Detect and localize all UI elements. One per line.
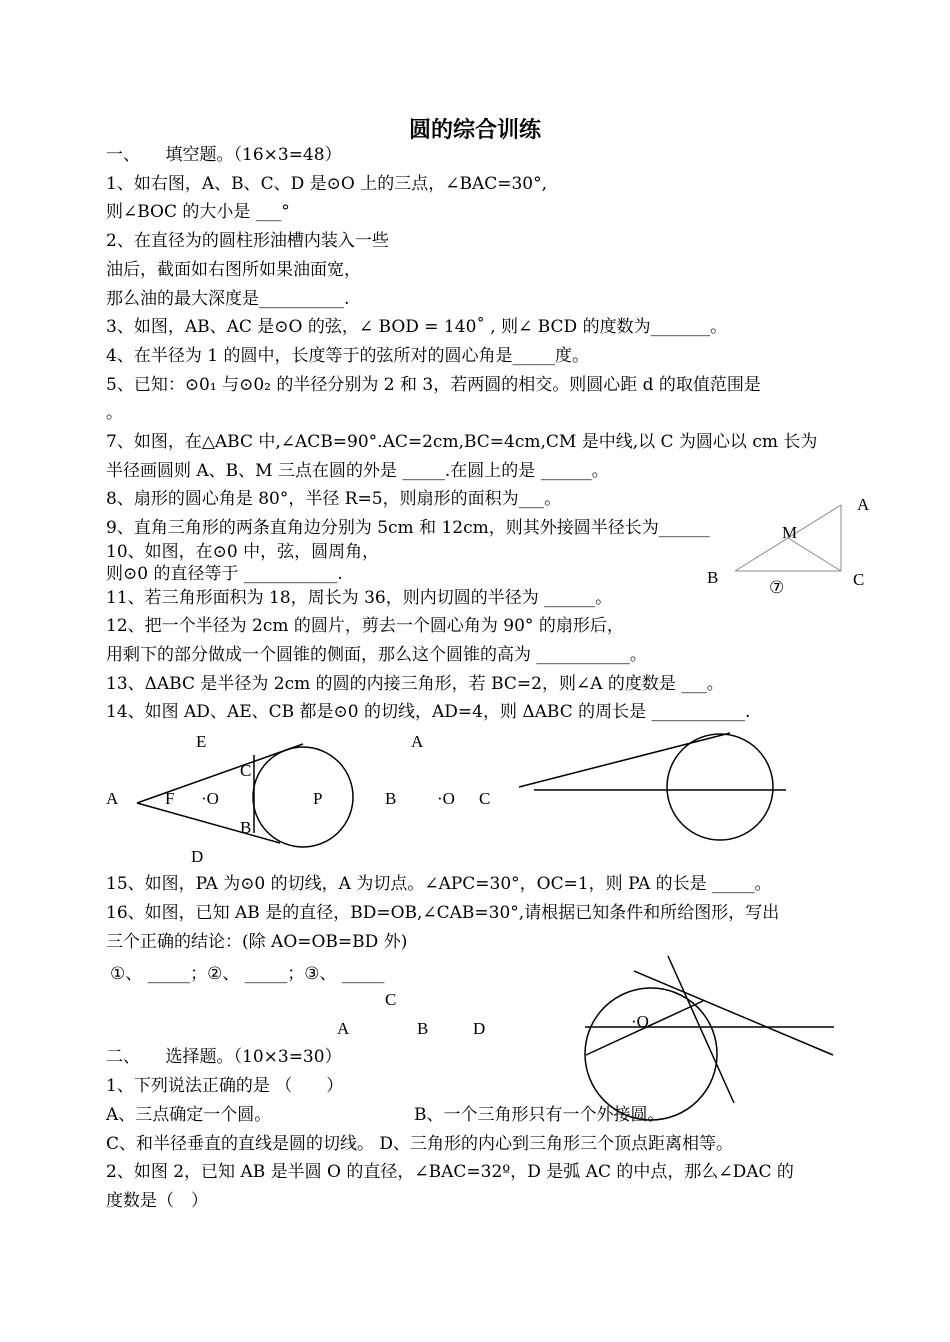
fig14-label-e: E [196, 732, 207, 751]
tri-label-b: B [707, 568, 719, 587]
fig15-label-o: ·O [437, 789, 455, 808]
question-12-line-2: 用剩下的部分做成一个圆锥的侧面，那么这个圆锥的高为 ___________。 [106, 645, 647, 665]
tri-label-c: C [853, 570, 865, 589]
fig14-label-c: C [240, 761, 252, 780]
question-15: 15、如图，PA 为⊙0 的切线，A 为切点。∠APC=30°，OC=1，则 PA 的长是 _____。 [106, 874, 772, 894]
question-1-line-2: 则∠BOC 的大小是 ___° [106, 202, 290, 222]
question-2-line-1: 2、在直径为的圆柱形油槽内装入一些 [106, 231, 389, 251]
question-7-line-2: 半径画圆则 A、B、M 三点在圆的外是 _____.在圆上的是 ______。 [106, 461, 609, 481]
fig15-label-a: A [411, 732, 424, 751]
fig16-label-b: B [417, 1019, 429, 1038]
page-title: 圆的综合训练 [408, 118, 541, 143]
fig16-label-o: ·O [631, 1012, 649, 1031]
fig14-label-b: B [240, 818, 252, 837]
question-5-line-2: 。 [106, 403, 123, 423]
question-13: 13、ΔABC 是半径为 2cm 的圆的内接三角形，若 BC=2，则∠A 的度数是 ___。 [106, 674, 724, 694]
question-16-line-1: 16、如图，已知 AB 是的直径，BD=OB,∠CAB=30°,请根据已知条件和所给图形，写出 [106, 903, 780, 923]
question-1-line-1: 1、如右图，A、B、C、D 是⊙O 上的三点，∠BAC=30°, [106, 174, 548, 194]
tangent-ad [137, 803, 280, 843]
choice-option-b: B、一个三角形只有一个外接圆。 [414, 1105, 665, 1125]
question-5-line-1: 5、已知：⊙0₁ 与⊙0₂ 的半径分别为 2 和 3，若两圆的相交。则圆心距 d 的取值范围是 [106, 375, 761, 395]
section-1-heading: 一、 填空题。（16×3=48） [106, 145, 342, 165]
fig14-label-p: P [313, 789, 323, 808]
question-7-line-1: 7、如图，在△ABC 中,∠ACB=90°.AC=2cm,BC=4cm,CM 是中线,以 C 为圆心以 cm 长为 [106, 432, 818, 452]
choice-options-c-d: C、和半径垂直的直线是圆的切线。 D、三角形的内心到三角形三个顶点距离相等。 [106, 1134, 734, 1154]
question-12-line-1: 12、把一个半径为 2cm 的圆片，剪去一个圆心角为 90° 的扇形后， [106, 616, 624, 636]
choice-question-2-line-1: 2、如图 2，已知 AB 是半圆 O 的直径，∠BAC=32º，D 是弧 AC 的中点，那么∠DAC 的 [106, 1162, 794, 1182]
tri-label-m: M [782, 523, 798, 542]
question-10-line-2: 则⊙0 的直径等于 ___________. [106, 564, 343, 584]
diameter-circle-figure [585, 956, 834, 1120]
fig15-label-b: B [385, 789, 397, 808]
question-11: 11、若三角形面积为 18，周长为 36，则内切圆的半径为 ______。 [106, 588, 613, 608]
question-2-line-2: 油后，截面如右图所如果油面宽， [106, 260, 361, 280]
question-4: 4、在半径为 1 的圆中，长度等于的弦所对的圆心角是_____度。 [106, 346, 589, 366]
tangent-line-1 [634, 971, 833, 1055]
question-3: 3、如图，AB、AC 是⊙O 的弦，∠ BOD = 140˚ , 则∠ BCD 的度数为_______。 [106, 317, 728, 337]
tangent-ae [137, 744, 303, 803]
circle-o-2 [667, 734, 773, 840]
circle-o [253, 747, 353, 847]
tri-figure-number: ⑦ [769, 578, 785, 597]
question-16-line-2: 三个正确的结论：(除 AO=OB=BD 外) [106, 932, 408, 952]
question-2-line-3: 那么油的最大深度是__________. [106, 289, 350, 309]
tri-label-a: A [857, 495, 870, 514]
choice-question-2-line-2: 度数是（ ） [106, 1191, 208, 1211]
choice-option-a: A、三点确定一个圆。 [106, 1105, 272, 1125]
fig14-label-f: F [165, 789, 175, 808]
fig16-label-c: C [385, 990, 397, 1009]
tangent-line-pa [519, 733, 730, 787]
circle-o-3 [585, 988, 717, 1120]
choice-question-1: 1、下列说法正确的是 （ ） [106, 1076, 344, 1096]
fig15-label-c: C [479, 789, 491, 808]
tangent-line-2 [668, 956, 734, 1103]
question-14: 14、如图 AD、AE、CB 都是⊙0 的切线，AD=4，则 ΔABC 的周长是 ___________. [106, 702, 751, 722]
fig14-label-o: ·O [201, 789, 219, 808]
question-16-answers: ①、 _____；②、 _____；③、 _____ [110, 964, 385, 984]
fig14-label-d: D [191, 847, 204, 866]
fig16-label-d: D [473, 1019, 486, 1038]
question-10-line-1: 10、如图，在⊙0 中，弦，圆周角， [106, 542, 380, 562]
fig16-label-a: A [337, 1019, 350, 1038]
question-8: 8、扇形的圆心角是 80°，半径 R=5，则扇形的面积为___。 [106, 489, 562, 509]
fig14-label-a: A [106, 789, 119, 808]
section-2-heading: 二、 选择题。（10×3=30） [106, 1047, 342, 1067]
secant-circle-figure [519, 733, 786, 840]
question-9: 9、直角三角形的两条直角边分别为 5cm 和 12cm，则其外接圆半径长为______ [106, 518, 710, 538]
